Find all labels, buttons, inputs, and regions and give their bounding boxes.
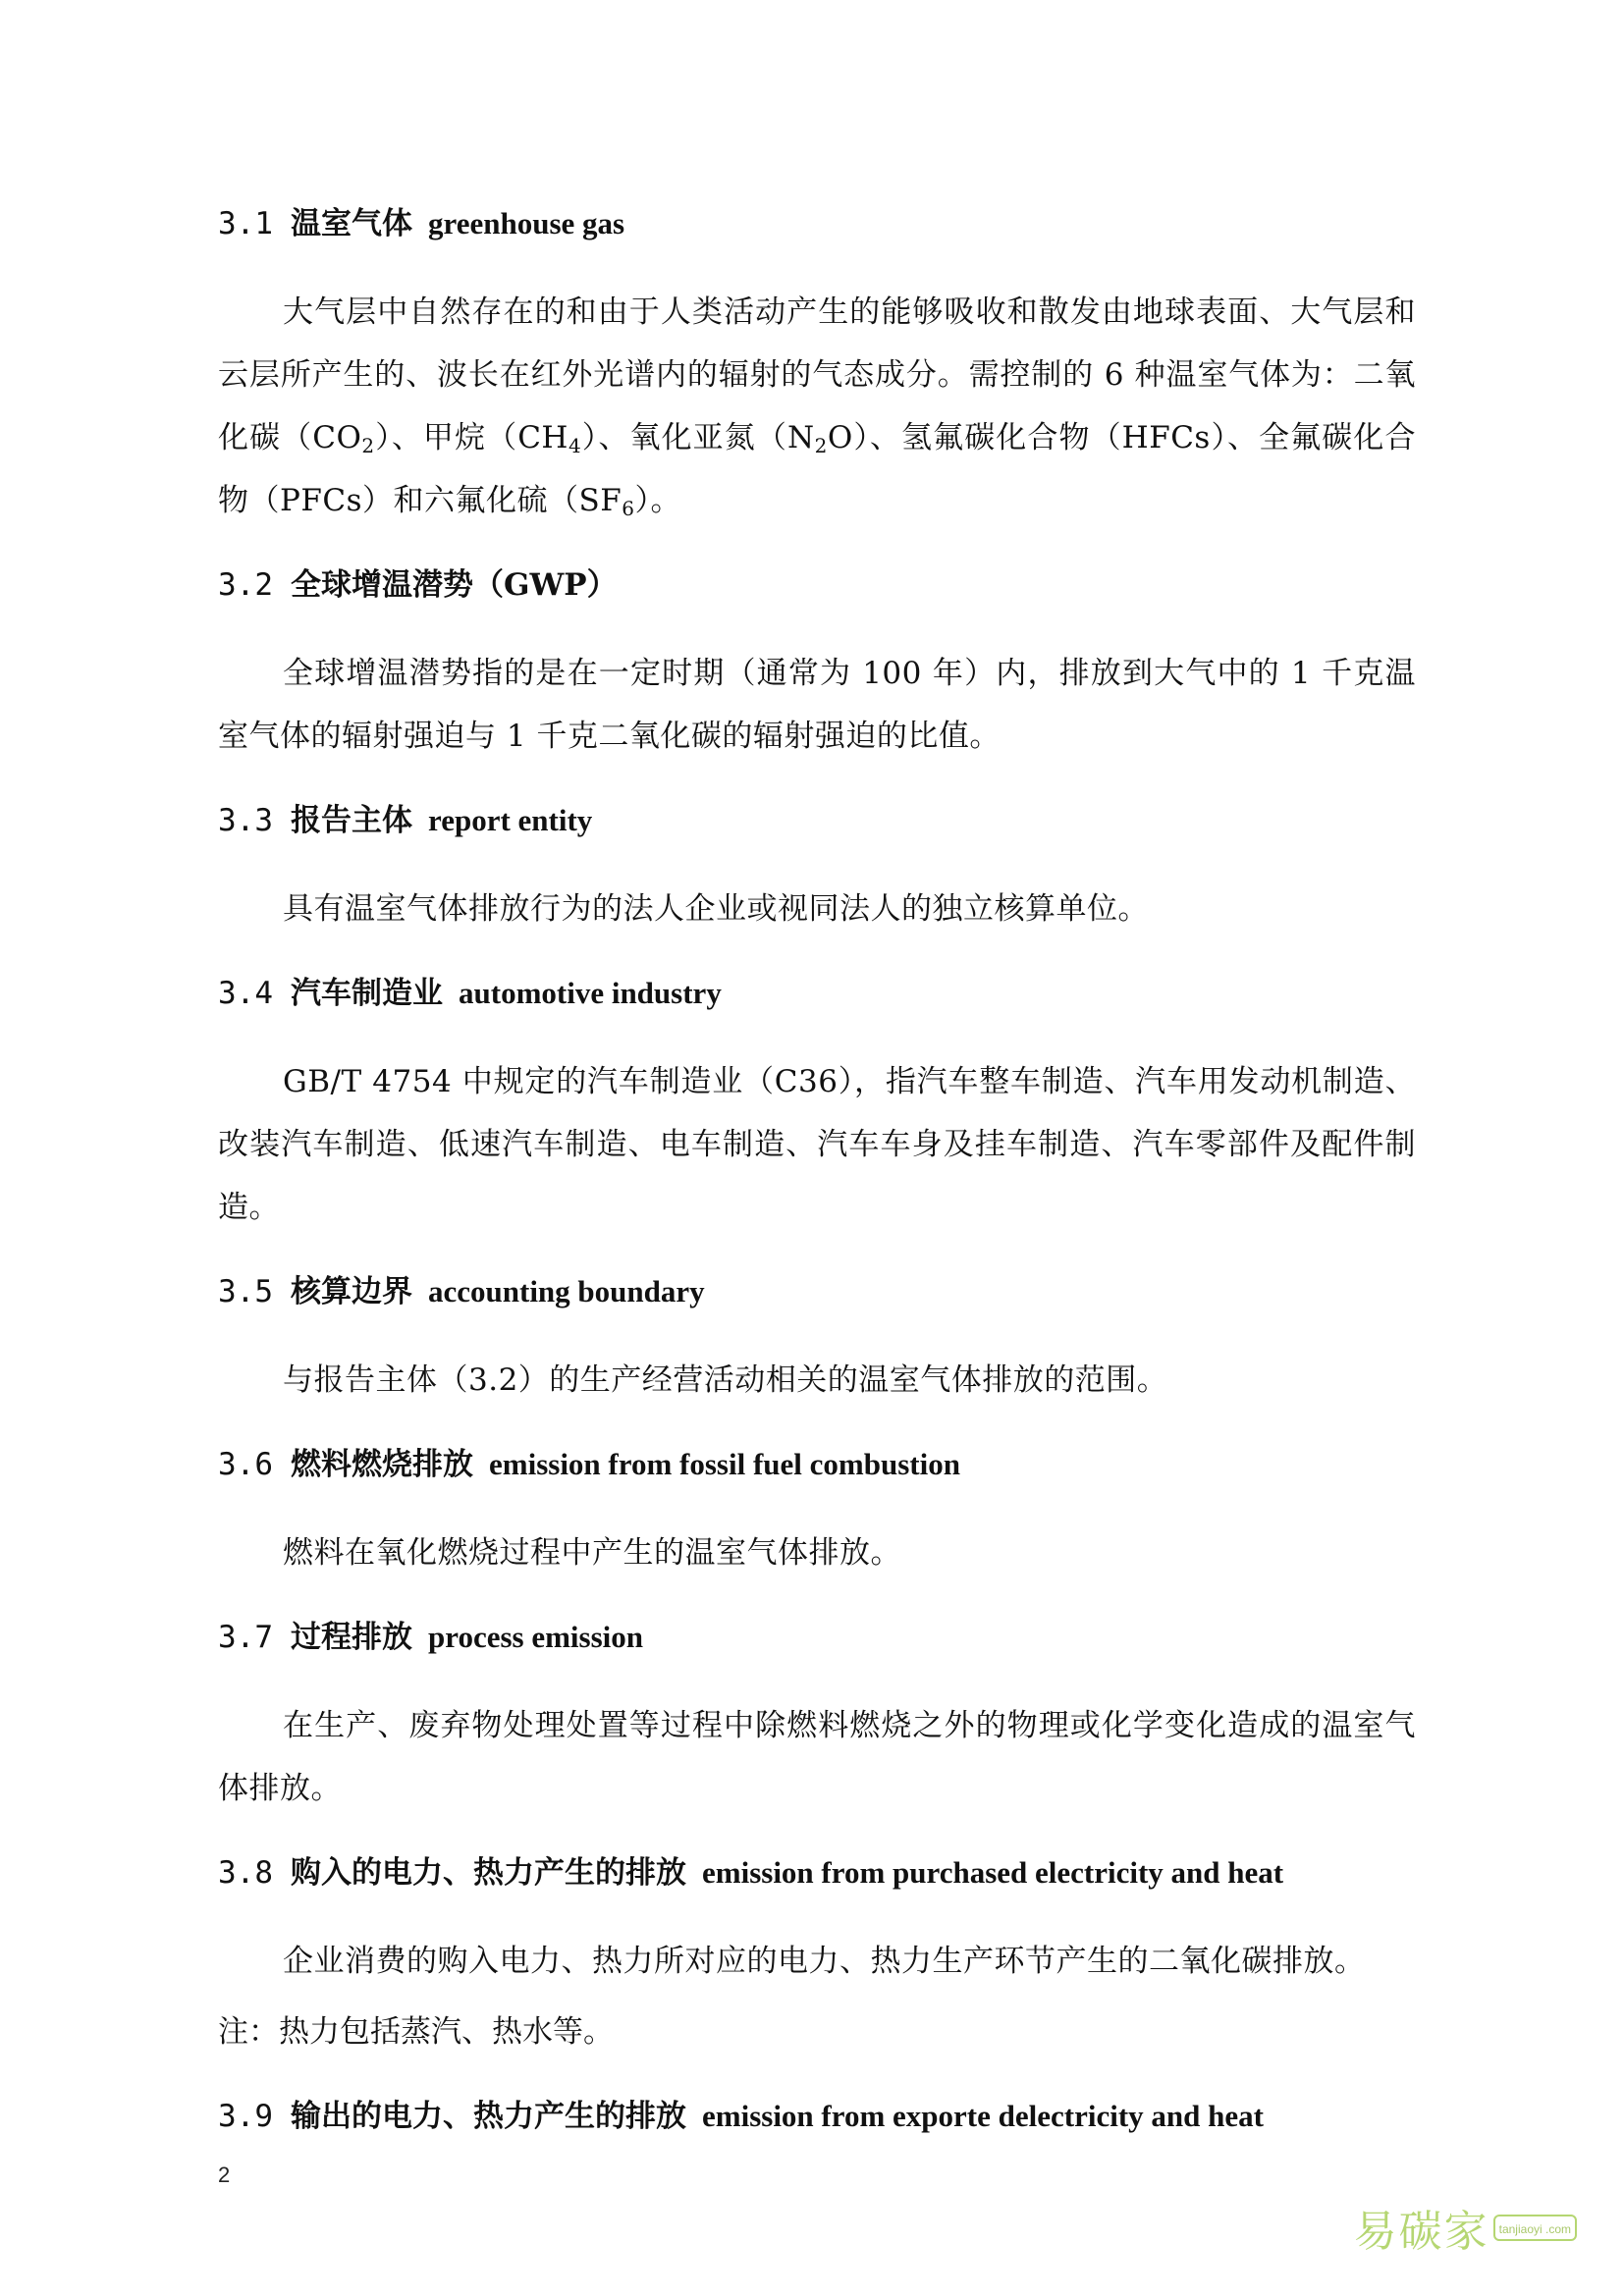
paragraph-text: ）、氧化亚氮（N [581, 420, 815, 455]
section-title-zh: 输出的电力、热力产生的排放 [291, 2099, 686, 2134]
section-number: 3.5 [218, 1274, 273, 1309]
section-title-zh: 燃料燃烧排放 [291, 1447, 473, 1482]
subscript: 2 [814, 434, 828, 457]
section-number: 3.4 [218, 976, 273, 1011]
section-number: 3.9 [218, 2099, 273, 2134]
paragraph-text: 大气层中自然存在的和由于人类活动产生的能够吸收和散发由地球表面、大气层和云层所产生的、波长在红外光谱内的辐射的气态成分。需控制的 6 种温室气体为：二氧化碳（CO [218, 294, 1416, 455]
paragraph-text: ）。 [634, 483, 681, 518]
section-title-en: greenhouse gas [428, 206, 625, 240]
section-title-zh: 购入的电力、热力产生的排放 [291, 1855, 686, 1891]
section-heading-3-4 [218, 972, 1416, 1015]
section-title-zh: 过程排放 [291, 1620, 412, 1655]
section-paragraph-3-5: 与报告主体（3.2）的生产经营活动相关的温室气体排放的范围。 [283, 1362, 1168, 1398]
section-paragraph-3-7: 在生产、废弃物处理处置等过程中除燃料燃烧之外的物理或化学变化造成的温室气体排放。 [218, 1708, 1416, 1806]
subscript: 6 [622, 497, 635, 520]
section-title-zh: 温室气体 [291, 206, 412, 241]
section-paragraph-3-8: 企业消费的购入电力、热力所对应的电力、热力生产环节产生的二氧化碳排放。 [283, 1944, 1366, 1979]
section-title-zh: 核算边界 [291, 1274, 412, 1309]
watermark-domain: tanjiaoyi .com [1498, 2221, 1571, 2236]
section-paragraph-3-4: GB/T 4754 中规定的汽车制造业（C36），指汽车整车制造、汽车用发动机制造、改装汽车制造、低速汽车制造、电车制造、汽车车身及挂车制造、汽车零部件及配件制造。 [218, 1064, 1416, 1225]
paragraph-text: O）、氢氟碳化合物（HFCs）、全氟碳化合物（PFCs）和六氟化硫（SF [218, 420, 1416, 518]
section-title-en: emission from exporte delectricity and heat [702, 2099, 1264, 2133]
section-title-zh: 汽车制造业 [291, 976, 443, 1011]
section-paragraph-3-6: 燃料在氧化燃烧过程中产生的温室气体排放。 [283, 1535, 901, 1571]
section-heading-3-8 [218, 1851, 1416, 1895]
section-number: 3.2 [218, 567, 273, 603]
subscript: 4 [568, 434, 582, 457]
section-title-en: process emission [428, 1620, 644, 1654]
section-heading-3-2 [218, 563, 1416, 607]
section-number: 3.6 [218, 1447, 273, 1482]
section-title-en: report entity [428, 803, 593, 837]
section-number: 3.1 [218, 206, 273, 241]
section-title-en: emission from fossil fuel combustion [489, 1447, 960, 1481]
section-heading-3-9 [218, 2095, 1416, 2138]
section-heading-3-5 [218, 1270, 1416, 1313]
section-heading-3-3 [218, 799, 1416, 842]
section-title-zh: 全球增温潜势（GWP） [291, 567, 618, 603]
section-heading-3-6 [218, 1443, 1416, 1486]
watermark-logo [1354, 2196, 1577, 2259]
section-heading-3-7 [218, 1616, 1416, 1659]
document-body [218, 202, 1416, 2173]
section-paragraph-3-3: 具有温室气体排放行为的法人企业或视同法人的独立核算单位。 [283, 891, 1149, 927]
section-title-zh: 报告主体 [291, 803, 412, 838]
section-title-en: emission from purchased electricity and heat [702, 1855, 1284, 1890]
section-paragraph-3-1 [218, 281, 1416, 532]
page-number: 2 [218, 2163, 231, 2187]
section-number: 3.7 [218, 1620, 273, 1655]
section-number: 3.8 [218, 1855, 273, 1891]
section-title-en: accounting boundary [428, 1274, 705, 1308]
section-heading-3-1 [218, 202, 1416, 245]
watermark-domain-badge [1493, 2215, 1577, 2241]
section-number: 3.3 [218, 803, 273, 838]
paragraph-text: ）、甲烷（CH [374, 420, 568, 455]
section-paragraph-3-2: 全球增温潜势指的是在一定时期（通常为 100 年）内，排放到大气中的 1 千克温室气体的辐射强迫与 1 千克二氧化碳的辐射强迫的比值。 [218, 656, 1416, 754]
watermark-text: 易碳家 [1353, 2207, 1489, 2257]
subscript: 2 [361, 434, 375, 457]
section-note-3-8: 注：热力包括蒸汽、热水等。 [218, 2014, 614, 2050]
section-title-en: automotive industry [459, 976, 722, 1010]
